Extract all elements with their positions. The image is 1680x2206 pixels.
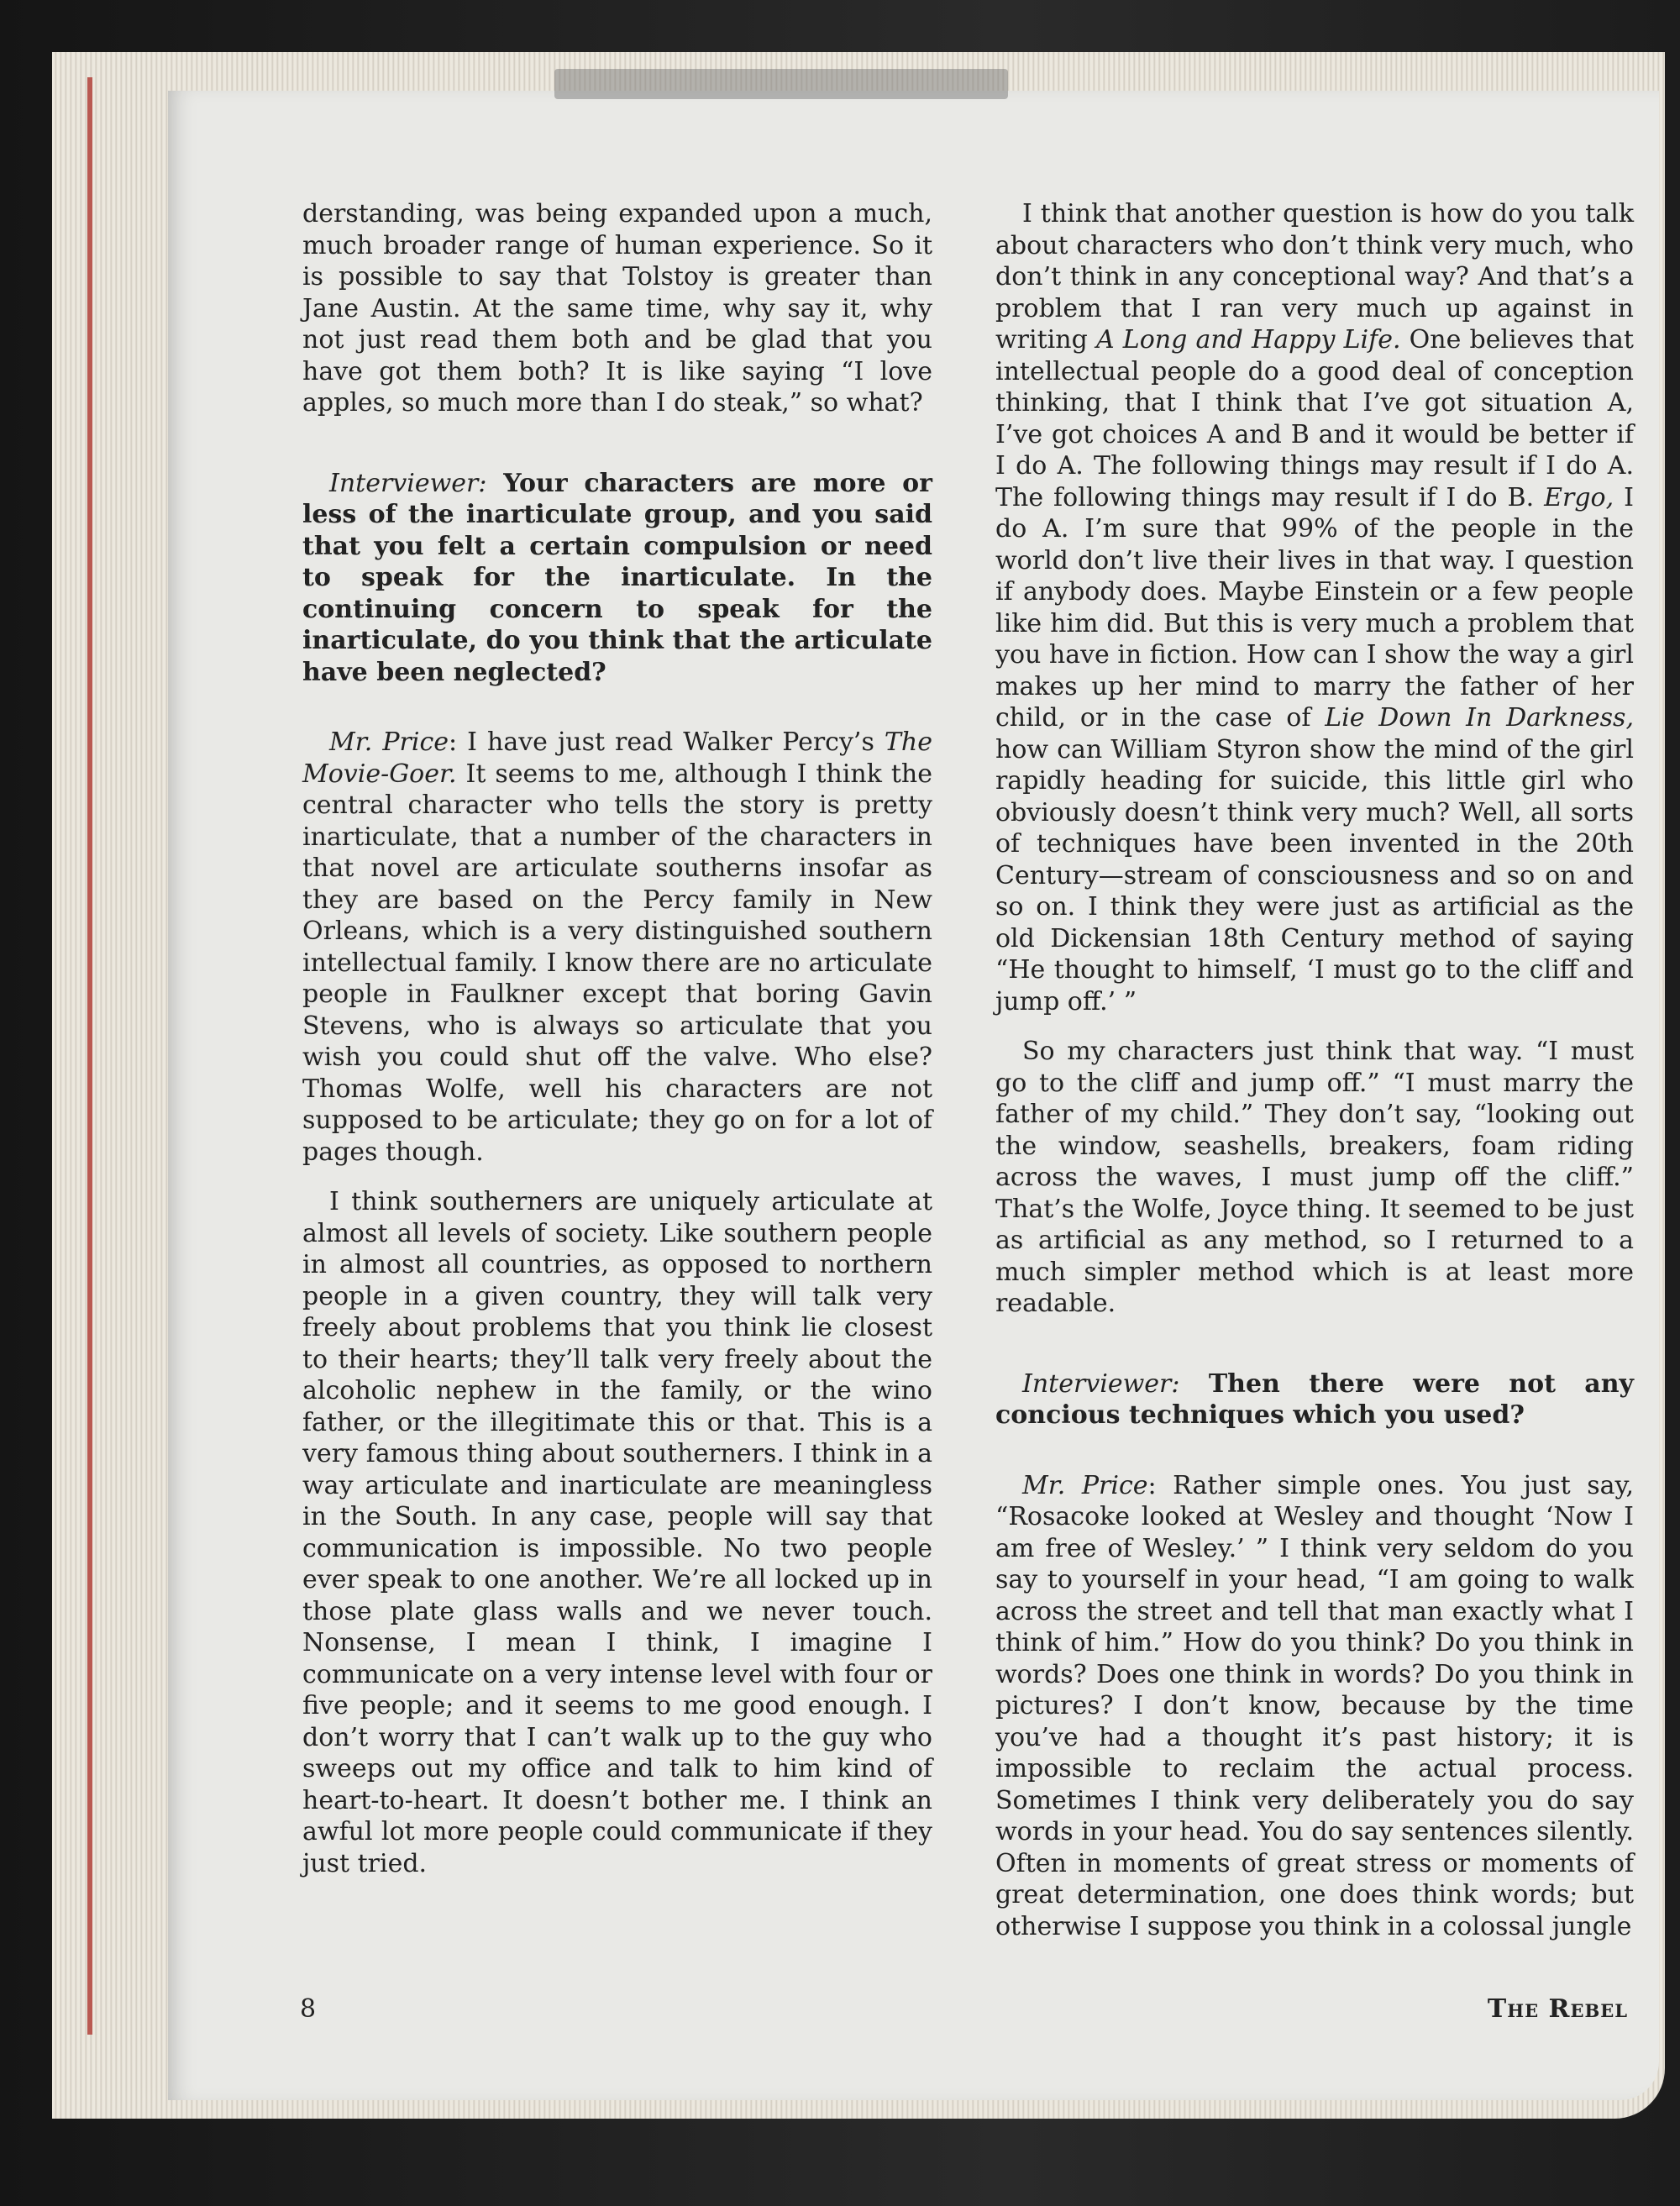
question-text: Your characters are more or less of the inarticulate group, and you said that you felt a certain compulsion or need to speak for the inarticulate. In the continuing concern to speak for the inarticulate, do you think that the articulate have been neglected? [302,468,932,687]
right-column [995,198,1634,1942]
answer-text: I have just read Walker Percy’s [467,727,885,757]
left-paragraph-1: derstanding, was being expanded upon a much, much broader range of human experience. So it is possible to say that Tolstoy is greater than Jane Austin. At the same time, why say it, why not just read them both and be glad that you have got them both? It is like saying “I love apples, so much more than I do steak,” so what? [302,199,932,418]
left-column [302,198,932,1879]
paragraph-text-cont-2: I do A. I’m sure that 99% of the people in the world don’t live their lives in that way. I question if anybody does. Maybe Einstein or a few people like him did. But this is very much a problem that you have in fiction. How can I show the way a girl makes up her mind to marry the father of her child, or in the case of [995,482,1634,733]
right-paragraph-1 [995,198,1634,1017]
book-title-long-and-happy-life: A Long and Happy Life. [1095,325,1401,355]
paragraph-text-cont-3: how can William Styron show the mind of the girl rapidly heading for suicide, this little girl who obviously doesn’t think very much? Well, all sorts of techniques have been invented in the 20th Century—stream of consciousness and so on and so on. I think they were just as artificial as the old Dickensian 18th Century method of saying “He thought to himself, ‘I must go to the cliff and jump off.’ ” [995,734,1634,1016]
price-answer-1 [302,727,932,1168]
speaker-interviewer: Interviewer: [1022,1368,1180,1399]
speaker-price: Mr. Price [329,727,449,757]
interviewer-question-1 [302,468,932,689]
speaker-colon: : [1147,1470,1173,1500]
book-title-movie-goer: The Movie-Goer. [302,727,932,789]
answer-text-cont: It seems to me, although I think the central character who tells the story is pretty inarticulate, that a number of the characters in that novel are articulate southerns insofar as they are based on the Percy family in New Orleans, which is a very distinguished southern intellectual family. I know there are no articulate people in Faulkner except that boring Gavin Stevens, who is always so articulate that you wish you could shut off the valve. Who else? Thomas Wolfe, well his characters are not supposed to be articulate; they go on for a lot of pages though. [302,759,932,1167]
speaker-price: Mr. Price [1022,1470,1148,1500]
answer-text: Rather simple ones. You just say, “Rosacoke looked at Wesley and thought ‘Now I am free of Wesley.’ ” I think very seldom do you say to yourself in your head, “I am going to walk across the street and tell that man exactly what I think of him.” How do you think? Do you think in words? Does one think in words? Do you think in pictures? I don’t know, because by the time you’ve had a thought it’s past history; it is impossible to reclaim the actual process. Sometimes I think very deliberately you do say words in your head. You do say sentences silently. Often in moments of great stress or moments of great determination, one does think words; but otherwise I suppose you think in a colossal jungle [995,1470,1634,1941]
ergo-word: Ergo, [1544,482,1614,512]
price-answer-2 [995,1470,1634,1943]
right-paragraph-2: So my characters just think that way. “I must go to the cliff and jump off.” “I must marry the father of my child.” They don’t say, “looking out the window, seashells, breakers, foam riding across the waves, I must jump off the cliff.” That’s the Wolfe, Joyce thing. It seemed to be just as artificial as any method, so I returned to a much simpler method which is at least more readable. [995,1037,1634,1318]
running-footer-title: The Rebel [1487,1994,1628,2024]
paragraph-text-cont: One believes that intellectual people do a good deal of conception thinking, that I think that I’ve got situation A, I’ve got choices A and B and it would be better if I do A. The following things may result if I do A. The following things may result if I do B. [995,325,1634,512]
paragraph-text: I think that another question is how do you talk about characters who don’t think very much, who don’t think in any conceptional way? And that’s a problem that I ran very much up against in writing [995,199,1634,355]
red-page-edge [87,77,92,2035]
speaker-interviewer: Interviewer: [329,468,487,498]
bleed-through-header [554,69,1008,99]
question-text: Then there were not any concious techniques which you used? [995,1368,1634,1430]
page-number: 8 [300,1994,317,2024]
interviewer-question-2 [995,1368,1634,1431]
speaker-colon: : [449,727,468,757]
left-paragraph-2: I think southerners are uniquely articulate at almost all levels of society. Like southern people in almost all countries, as opposed to northern people in a given country, they will talk very freely about problems that you think lie closest to their hearts; they’ll talk very freely about the alcoholic nephew in the family, or the wino father, or the illegitimate this or that. This is a very famous thing about southerners. I think in a way articulate and inarticulate are meaningless in the South. In any case, people will say that communication is impossible. No two people ever speak to one another. We’re all locked up in those plate glass walls and we never touch. Nonsense, I mean I think, I imagine I communicate on a very intense level with four or five people; and it seems to me good enough. I don’t worry that I can’t walk up to the guy who sweeps out my office and talk to him kind of heart-to-heart. It doesn’t bother me. I think an awful lot more people could communicate if they just tried. [302,1187,932,1878]
book-title-lie-down-in-darkness: Lie Down In Darkness, [1325,703,1634,733]
